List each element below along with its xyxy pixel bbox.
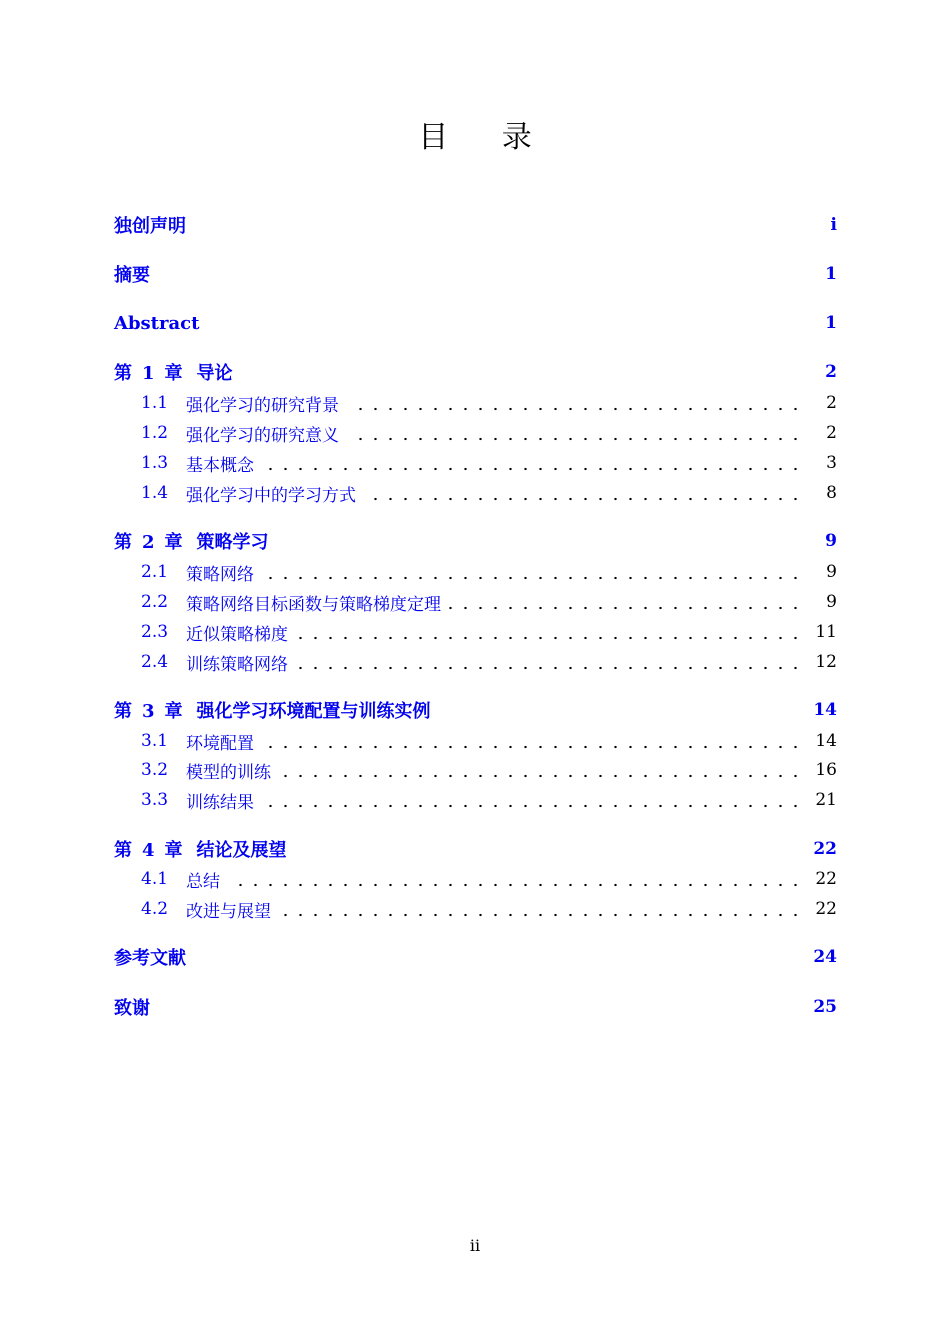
chapter-heading	[114, 359, 233, 385]
dot-leader	[347, 431, 803, 441]
toc-entry-page: 1	[825, 264, 837, 284]
section-page: 8	[826, 483, 837, 503]
dot-leader	[449, 600, 803, 610]
dot-leader	[262, 798, 803, 808]
toc-entry-label: 摘要	[114, 265, 150, 286]
section-page: 3	[826, 453, 837, 473]
toc-entry-references[interactable]	[114, 944, 837, 970]
dot-leader	[279, 907, 803, 917]
section-number: 1.1	[141, 393, 169, 413]
toc-chapter-3[interactable]	[114, 697, 837, 723]
toc-section-1-1[interactable]	[141, 390, 837, 416]
dot-leader	[296, 660, 803, 670]
toc-entry-page: i	[830, 215, 837, 235]
toc-entry-label: 致谢	[114, 998, 150, 1019]
toc-entry-declaration[interactable]	[114, 212, 837, 238]
toc-entry-page: 2	[825, 362, 837, 382]
toc-chapter-1[interactable]	[114, 359, 837, 385]
chapter-title: 强化学习环境配置与训练实例	[196, 701, 431, 722]
section-title: 模型的训练	[186, 762, 271, 783]
section-number: 1.2	[141, 423, 169, 443]
chapter-title: 结论及展望	[196, 840, 287, 861]
toc-section-4-1[interactable]	[141, 866, 837, 892]
toc-section-1-4[interactable]	[141, 480, 837, 506]
section-title: 强化学习的研究背景	[186, 395, 339, 416]
section-page: 2	[826, 393, 837, 413]
chapter-prefix: 第	[114, 701, 132, 722]
section-number: 2.1	[141, 562, 169, 582]
section-number: 1.4	[141, 483, 169, 503]
section-number: 2.4	[141, 652, 169, 672]
toc-entry-abstract-en[interactable]	[114, 310, 837, 336]
section-title: 近似策略梯度	[186, 624, 288, 645]
section-number: 1.3	[141, 453, 169, 473]
chapter-title: 策略学习	[196, 532, 269, 553]
toc-entry-page: 24	[813, 947, 837, 967]
toc-entry-page: 14	[813, 700, 837, 720]
page-title: 目 录	[418, 120, 554, 155]
section-number: 2.3	[141, 622, 169, 642]
toc-section-4-2[interactable]	[141, 896, 837, 922]
section-number: 3.2	[141, 760, 169, 780]
section-page: 12	[815, 652, 837, 672]
section-title: 训练策略网络	[186, 654, 288, 675]
dot-leader	[228, 877, 803, 887]
chapter-heading	[114, 836, 287, 862]
toc-section-2-3[interactable]	[141, 619, 837, 645]
dot-leader	[279, 768, 803, 778]
chapter-number: 1	[142, 363, 155, 384]
toc-entry-page: 9	[825, 531, 837, 551]
chapter-suffix: 章	[164, 532, 183, 553]
chapter-suffix: 章	[164, 363, 183, 384]
section-title: 强化学习中的学习方式	[186, 485, 356, 506]
toc-entry-label: 参考文献	[114, 948, 186, 969]
toc-section-3-1[interactable]	[141, 728, 837, 754]
toc-section-1-2[interactable]	[141, 420, 837, 446]
section-page: 14	[815, 731, 837, 751]
toc-entry-label: 独创声明	[114, 216, 186, 237]
chapter-prefix: 第	[114, 840, 132, 861]
section-page: 9	[826, 562, 837, 582]
chapter-prefix: 第	[114, 532, 132, 553]
dot-leader	[364, 491, 803, 501]
toc-chapter-4[interactable]	[114, 836, 837, 862]
section-title: 强化学习的研究意义	[186, 425, 339, 446]
toc-section-2-1[interactable]	[141, 559, 837, 585]
section-page: 11	[815, 622, 837, 642]
section-page: 2	[826, 423, 837, 443]
section-number: 4.2	[141, 899, 169, 919]
chapter-number: 3	[142, 701, 155, 722]
section-number: 4.1	[141, 869, 169, 889]
toc-section-3-3[interactable]	[141, 787, 837, 813]
toc-section-1-3[interactable]	[141, 450, 837, 476]
toc-entry-label: Abstract	[114, 312, 200, 334]
section-title: 训练结果	[186, 792, 254, 813]
toc-section-2-2[interactable]	[141, 589, 837, 615]
section-page: 22	[815, 869, 837, 889]
chapter-suffix: 章	[164, 701, 183, 722]
toc-entry-page: 1	[825, 313, 837, 333]
toc-entry-acknowledgements[interactable]	[114, 994, 837, 1020]
dot-leader	[347, 401, 803, 411]
chapter-number: 4	[142, 840, 155, 861]
dot-leader	[262, 461, 803, 471]
dot-leader	[296, 630, 803, 640]
section-title: 改进与展望	[186, 901, 271, 922]
toc-entry-page: 25	[813, 997, 837, 1017]
section-page: 22	[815, 899, 837, 919]
section-title: 总结	[186, 871, 220, 892]
chapter-title: 导论	[196, 363, 233, 384]
toc-entry-abstract-cn[interactable]	[114, 261, 837, 287]
chapter-prefix: 第	[114, 363, 132, 384]
section-number: 2.2	[141, 592, 169, 612]
section-page: 9	[826, 592, 837, 612]
section-title: 策略网络目标函数与策略梯度定理	[186, 594, 441, 615]
section-page: 21	[815, 790, 837, 810]
toc-section-3-2[interactable]	[141, 757, 837, 783]
page-number: ii	[469, 1236, 481, 1255]
section-title: 基本概念	[186, 455, 254, 476]
toc-chapter-2[interactable]	[114, 528, 837, 554]
chapter-heading	[114, 528, 269, 554]
toc-entry-page: 22	[813, 839, 837, 859]
toc-section-2-4[interactable]	[141, 649, 837, 675]
chapter-number: 2	[142, 532, 155, 553]
dot-leader	[262, 739, 803, 749]
section-title: 策略网络	[186, 564, 254, 585]
chapter-suffix: 章	[164, 840, 183, 861]
dot-leader	[262, 570, 803, 580]
section-number: 3.3	[141, 790, 169, 810]
chapter-heading	[114, 697, 431, 723]
section-number: 3.1	[141, 731, 169, 751]
section-page: 16	[815, 760, 837, 780]
section-title: 环境配置	[186, 733, 254, 754]
